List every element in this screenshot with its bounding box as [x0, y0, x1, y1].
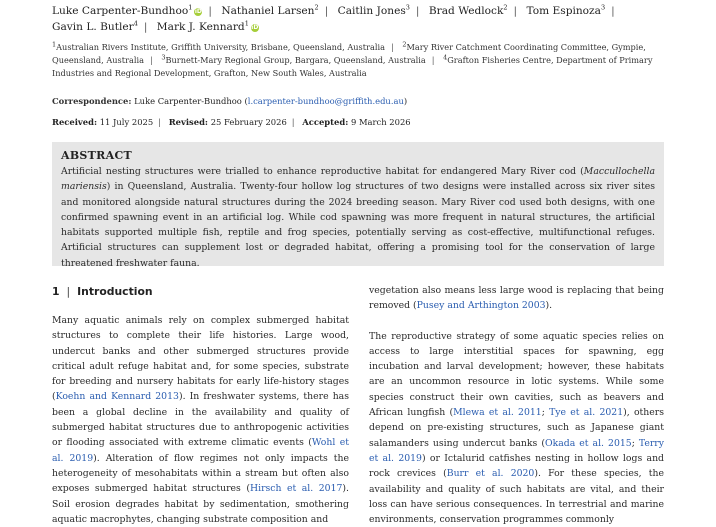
correspondence: Correspondence: Luke Carpenter-Bundhoo (l.carpenter-bundhoo@griffith.edu.au)	[52, 96, 408, 106]
author: Luke Carpenter-Bundhoo$^1$iD	[52, 3, 202, 17]
citation-link[interactable]: Okada et al. 2015	[544, 437, 632, 449]
email-link[interactable]: l.carpenter-bundhoo@griffith.edu.au	[247, 96, 404, 106]
paragraph: vegetation also means less large wood is replacing that being removed (Pusey and Arthington 2003).	[369, 285, 664, 312]
author: Nathaniel Larsen$^2$	[221, 3, 319, 17]
abstract-box	[52, 142, 664, 269]
citation-link[interactable]: Tye et al. 2021	[549, 407, 624, 419]
author: Brad Wedlock$^2$	[428, 3, 508, 17]
author: Mark J. Kennard$^1$iD	[156, 19, 259, 33]
citation-link[interactable]: Wohl et al. 2019	[52, 437, 349, 464]
article-dates: Received: 11 July 2025 | Revised: 25 February 2026 | Accepted: 9 March 2026	[52, 117, 411, 127]
right-column	[369, 283, 664, 527]
orcid-icon[interactable]: iD	[251, 24, 259, 31]
author-list: Luke Carpenter-Bundhoo$^1$iD | Nathaniel Larsen$^2$ | Caitlin Jones$^3$ | Brad Wedlock$^2$ | Tom Espinoza$^3$ | Gavin L. Butler$^4$ | Mark J. Kennard$^1$iD	[52, 3, 615, 33]
citation-link[interactable]: Burr et al. 2020	[446, 468, 535, 480]
citation-link[interactable]: Pusey and Arthington 2003	[416, 300, 546, 312]
paragraph: The reproductive strategy of some aquatic species relies on access to large interstitial spaces for spawning, egg incubation and larval development; however, these habitats are an uncommon resource in lotic systems. While some species construct their own cavities, such as beavers and African lungfish (Mlewa et al. 2011; Tye et al. 2021), others depend on pre-existing structures, such as Japanese giant salamanders using undercut banks (Okada et al. 2015; Terry et al. 2019) or Ictalurid catfishes nesting in hollow logs and rock crevices (Burr et al. 2020). For these species, the availability and quality of such habitats are vital, and their loss can have serious consequences. In terrestrial and marine environments, conservation programmes commonly	[369, 330, 665, 526]
citation-link[interactable]: Terry et al. 2019	[369, 437, 664, 464]
left-column	[52, 313, 349, 527]
citation-link[interactable]: Mlewa et al. 2011	[453, 407, 542, 419]
affiliations: $^1$Australian Rivers Institute, Griffith University, Brisbane, Queensland, Australia | $^2$Mary River Catchment Coordinating Committee, Gympie, Queensland, Australia | $^3$Burnett-Mary Regional Group, Bargara, Queensland, Australia | $^4$Grafton Fisheries Centre, Department of Primary Industries and Regional Development, Grafton, New South Wales, Australia	[52, 40, 653, 78]
author: Gavin L. Butler$^4$	[52, 19, 138, 33]
affiliation: $^4$Grafton Fisheries Centre, Department of Primary Industries and Regional Development, Grafton, New South Wales, Australia	[52, 53, 653, 78]
section-heading: 1 | Introduction	[52, 285, 153, 298]
affiliation: $^1$Australian Rivers Institute, Griffith University, Brisbane, Queensland, Australia	[52, 40, 385, 52]
citation-link[interactable]: Koehn and Kennard 2013	[55, 391, 179, 403]
paragraph: Many aquatic animals rely on complex submerged habitat structures to complete their life histories. Large wood, undercut banks and other submerged structures provide critical adult refuge habitat and, for some species, substrate for breeding and nursery habitats for early life-history stages (Koehn and Kennard 2013). In freshwater systems, there has been a global decline in the availability and quality of submerged habitat structures due to anthropogenic activities or flooding associated with extreme climatic events (Wohl et al. 2019). Alteration of flow regimes not only impacts the heterogeneity of mesohabitats within a stream but often also exposes submerged habitat structures (Hirsch et al. 2017). Soil erosion degrades habitat by sedimentation, smothering aquatic macrophytes, changing substrate composition and	[52, 315, 349, 525]
abstract-title: ABSTRACT	[61, 149, 132, 162]
citation-link[interactable]: Hirsch et al. 2017	[249, 483, 343, 495]
author: Caitlin Jones$^3$	[337, 3, 410, 17]
orcid-icon[interactable]: iD	[194, 8, 202, 15]
affiliation: $^3$Burnett-Mary Regional Group, Bargara, Queensland, Australia	[161, 53, 426, 65]
affiliation: $^2$Mary River Catchment Coordinating Committee, Gympie, Queensland, Australia	[52, 40, 646, 65]
author: Tom Espinoza$^3$	[526, 3, 606, 17]
abstract-text: Artificial nesting structures were trialled to enhance reproductive habitat for endangered Mary River cod (Maccullochella mariensis) in Queensland, Australia. Twenty-four hollow log structures of two designs were installed across six river sites and monitored alongside natural structures during the 2024 breeding season. Mary River cod used both designs, with one confirmed spawning event in an artificial log. While cod spawning was more frequent in natural structures, the artificial habitats supported multiple fish, reptile and frog species, potentially serving as cost-effective, multifunctional refuges. Artificial structures can supplement lost or degraded habitat, offering a promising tool for the conservation of large threatened freshwater fauna.	[61, 166, 655, 269]
